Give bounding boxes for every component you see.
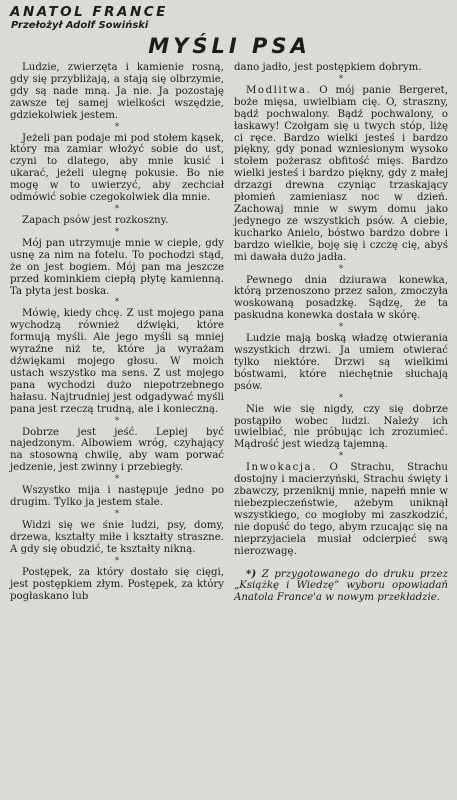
separator-star: * xyxy=(338,263,344,274)
footnote-mark: *) xyxy=(246,567,257,580)
column-right xyxy=(234,62,448,604)
text-columns xyxy=(10,62,449,604)
paragraph: Widzi się we śnie ludzi, psy, domy, drzewa, kształty miłe i kształty straszne. A gdy się obudzić, te kształty nikną. xyxy=(10,520,224,555)
separator-star: * xyxy=(114,415,120,426)
paragraph: Ludzie, zwierzęta i kamienie rosną, gdy się przybliżają, a stają się olbrzymie, gdy są nade mną. Ja nie. Ja pozostaję zawsze tej samej wielkości wszędzie, gdziekolwiek jestem. xyxy=(10,62,224,121)
separator-star: * xyxy=(114,203,120,214)
separator-star: * xyxy=(114,555,120,566)
paragraph: Mój pan utrzymuje mnie w cieple, gdy usnę za nim na fotelu. To pochodzi stąd, że on jest bogiem. Mój pan ma jeszcze przed kominkiem ciepłą płytę kamienną. Ta płyta jest boska. xyxy=(10,237,224,297)
separator-star: * xyxy=(114,297,120,308)
translator-credit: Przełożył Adolf Sowiński xyxy=(11,20,149,31)
separator-star: * xyxy=(114,474,120,485)
separator-star: * xyxy=(114,226,120,237)
footnote xyxy=(234,569,448,605)
prayer-text: O mój panie Bergeret, boże mięsa, uwielbiam cię. O, straszny, bądź pochwalony. Bądź pochwalony, o łaskawy! Czołgam się u twych stóp, liżę ci ręce. Bardzo wielki jesteś i bardzo piękny, gdy ponad wzniesionym wysoko stołem pożerasz obfitość mięs. Bardzo wielki jesteś i bardzo piękny, gdy z małej drzazgi drewna czyniąc trzaskający płomień zamieniasz noc w dzień. Zachowaj mnie w swym domu jako jedynego ze wszystkich psów. A ciebie, kucharko Anielo, bóstwo bardzo dobre i bardzo wielkie, boję się i czczę cię, abyś mi dawała dużo jadła. xyxy=(234,84,448,263)
separator-star: * xyxy=(338,392,344,403)
paragraph: Zapach psów jest rozkoszny. xyxy=(22,214,169,226)
separator-space xyxy=(234,558,448,569)
paragraph: dano jadło, jest postępkiem dobrym. xyxy=(234,62,422,73)
column-left xyxy=(10,62,224,604)
paragraph: Wszystko mija i następuje jedno po drugim. Tylko ja jestem stale. xyxy=(10,485,224,509)
paragraph: Ludzie mają boską władzę otwierania wszystkich drzwi. Ja umiem otwierać tylko niektóre. Drzwi są wielkimi bóstwami, które niechętnie słuchają psów. xyxy=(234,333,448,392)
prayer-heading: Modlitwa. xyxy=(246,84,312,96)
invocation-text: O Strachu, Strachu dostojny i macierzyński, Strachu święty i zbawczy, przeniknij mnie, napełń mnie w niebezpieczeństwie, ażebym uniknął wszystkiego, co mogłoby mi zaszkodzić, nie dopuść do tego, abym rzucając się na nieprzyjaciela musiał odcierpieć swą nierozwagę. xyxy=(234,462,448,557)
paragraph: Postępek, za który dostało się cięgi, jest postępkiem złym. Postępek, za który pogłaskano lub xyxy=(10,566,224,602)
separator-star: * xyxy=(114,509,120,519)
footnote-text: Z przygotowanego do druku przez „Książkę i Wiedzę” wyboru opowiadań Anatola France'a w nowym przekładzie. xyxy=(234,568,448,604)
paragraph: Jeżeli pan podaje mi pod stołem kąsek, który ma zamiar włożyć sobie do ust, czyni to dlatego, aby mnie kusić i ukarać, jeżeli ulegnę pokusie. Bo nie mogę w to uwierzyć, aby zechciał odmówić sobie czegokolwiek dla mnie. xyxy=(10,132,224,204)
invocation-heading: Inwokacja. xyxy=(246,462,317,474)
paragraph xyxy=(234,85,448,264)
paragraph: Nie wie się nigdy, czy się dobrze postąpiło wobec ludzi. Należy ich uwielbiać, nie próbując ich zrozumieć. Mądrość jest wiedzą tajemną. xyxy=(234,403,448,451)
paragraph: Mówię, kiedy chcę. Z ust mojego pana wychodzą również dźwięki, które formują myśli. Ale jego myśli są mniej wyraźne niż te, które ja wyrażam dźwiękami mojego głosu. W moich ustach wszystko ma sens. Z ust mojego pana wychodzi dużo niepotrzebnego hałasu. Najtrudniej jest odgadywać myśli pana jest rzeczą trudną, ale i konieczną. xyxy=(10,308,224,415)
separator-star: * xyxy=(338,451,344,462)
separator-star: * xyxy=(114,121,120,132)
paragraph xyxy=(234,462,448,557)
separator-star: * xyxy=(338,322,344,333)
separator-star: * xyxy=(338,73,344,84)
paragraph: Pewnego dnia dziurawa konewka, którą przenoszono przez salon, zmoczyła woskowaną posadzkę. Sądzę, że ta paskudna konewka dostała w skórę. xyxy=(234,274,448,322)
paragraph: Dobrze jest jeść. Lepiej być najedzonym. Albowiem wróg, czyhający na stosowną chwilę, aby wam porwać jedzenie, jest zwinny i przebiegły. xyxy=(10,426,224,474)
article-title: MYŚLI PSA xyxy=(148,34,311,58)
author-name: ANATOL FRANCE xyxy=(10,4,168,20)
